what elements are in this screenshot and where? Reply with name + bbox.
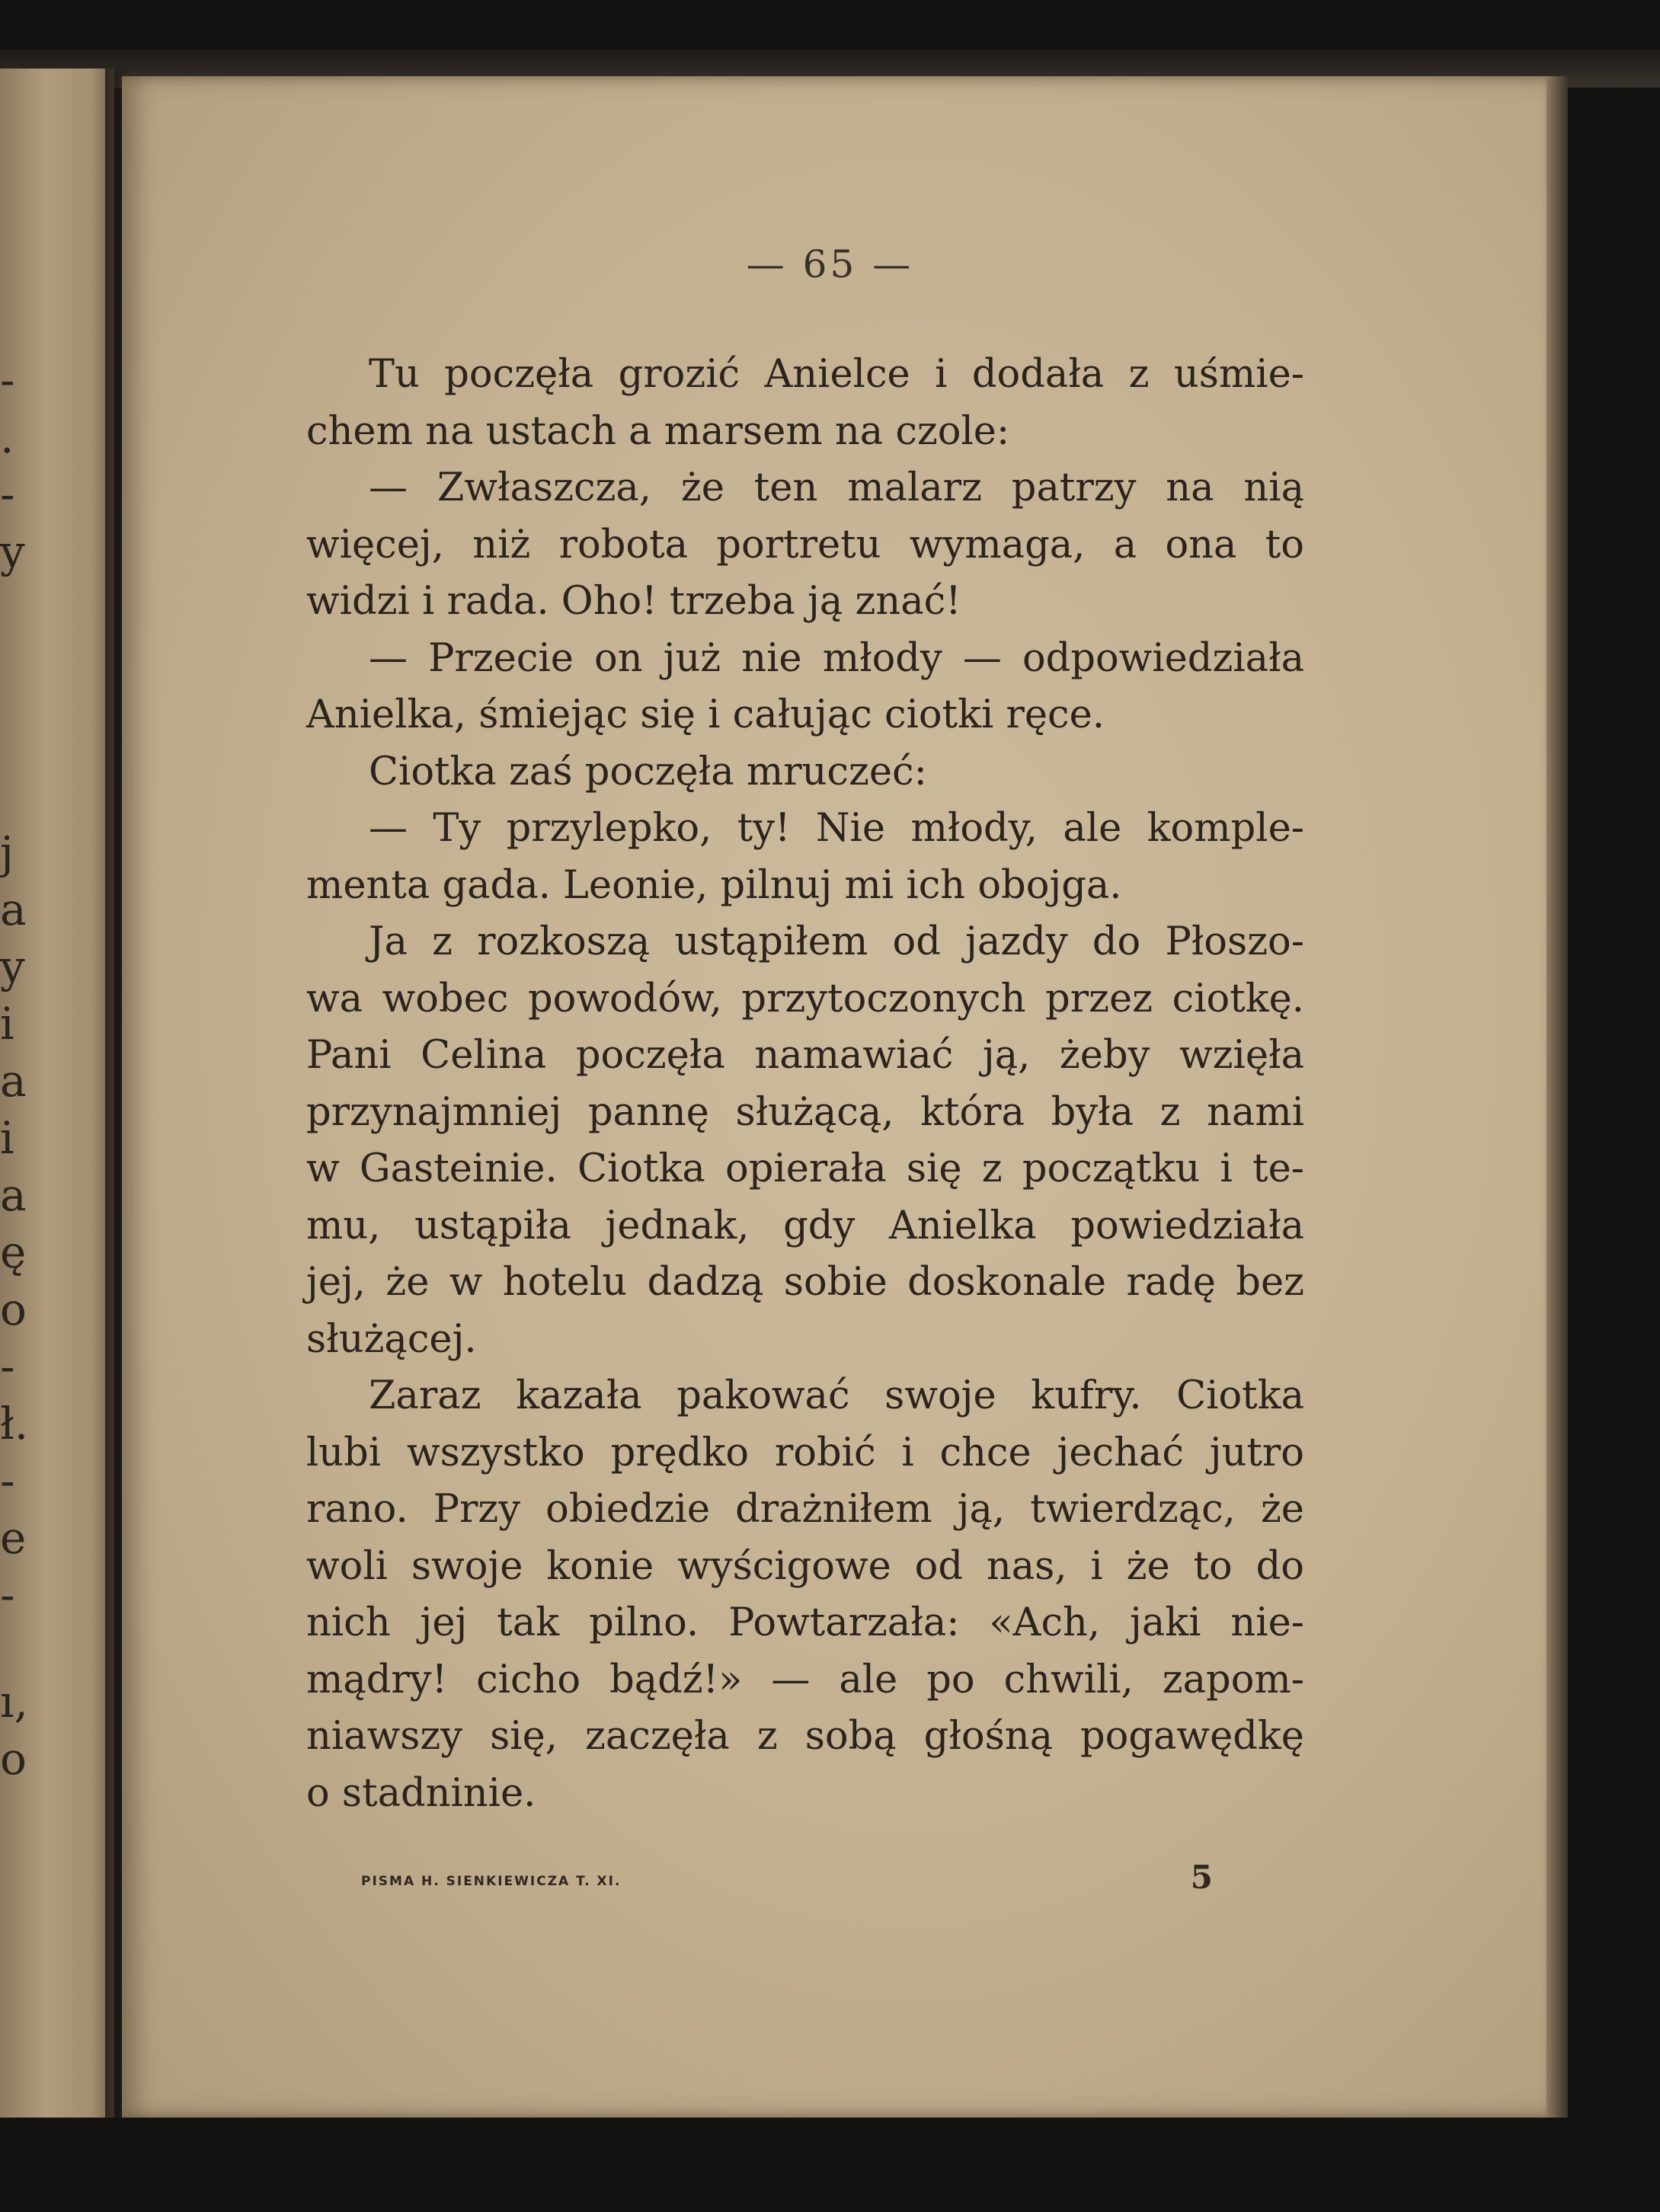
page-edge	[1546, 76, 1568, 2118]
left-line-fragment: y	[0, 941, 25, 993]
left-line-fragment: ı,	[0, 1676, 28, 1728]
left-line-fragment: -	[0, 1455, 15, 1507]
page-footer	[306, 1859, 1213, 1904]
body-text	[306, 347, 1304, 1822]
text-line: chem na ustach a marsem na czole:	[306, 408, 1010, 454]
left-line-fragment: .	[0, 411, 14, 463]
text-line: mu, ustąpiła jednak, gdy Anielka powiedziała	[306, 1203, 1304, 1248]
text-line: niawszy się, zaczęła z sobą głośną pogawędkę	[306, 1714, 1304, 1759]
left-line-fragment: j	[0, 826, 14, 878]
footer-signature: PISMA H. SIENKIEWICZA T. XI.	[361, 1874, 622, 1889]
text-line: Ja z rozkoszą ustąpiłem od jazdy do Płoszo-	[369, 919, 1304, 964]
left-line-fragment: e	[0, 1512, 27, 1564]
left-line-fragment: -	[0, 1341, 15, 1392]
text-line: Anielka, śmiejąc się i całując ciotki ręce.	[306, 692, 1105, 737]
text-line: wa wobec powodów, przytoczonych przez ciotkę.	[306, 976, 1304, 1021]
text-line: Tu poczęła grozić Anielce i dodała z uśmie-	[369, 352, 1304, 397]
left-line-fragment: i	[0, 998, 14, 1050]
left-line-fragment: ę	[0, 1226, 27, 1278]
text-line: menta gada. Leonie, pilnuj mi ich obojga.	[306, 862, 1122, 908]
text-line: woli swoje konie wyścigowe od nas, i że to do	[306, 1543, 1304, 1589]
text-line: — Zwłaszcza, że ten malarz patrzy na nią	[369, 465, 1304, 510]
left-line-fragment: a	[0, 1055, 27, 1107]
text-line: — Przecie on już nie młody — odpowiedziała	[369, 635, 1304, 681]
left-line-fragment: -	[0, 354, 15, 406]
text-line: — Ty przylepko, ty! Nie młody, ale komple-	[369, 806, 1304, 851]
text-line: rano. Przy obiedzie drażniłem ją, twierdząc, że	[306, 1487, 1304, 1532]
left-line-fragment: ł.	[0, 1398, 29, 1450]
left-line-fragment: -	[0, 468, 15, 520]
signature-number: 5	[1190, 1859, 1213, 1896]
text-line: więcej, niż robota portretu wymaga, a ona to	[306, 522, 1304, 567]
text-line: Ciotka zaś poczęła mruczeć:	[369, 749, 927, 794]
text-line: w Gasteinie. Ciotka opierała się z początku i te-	[306, 1146, 1304, 1191]
text-line: Pani Celina poczęła namawiać ją, żeby wzięła	[306, 1033, 1304, 1078]
left-line-fragment: y	[0, 526, 25, 577]
running-header-page-number: — 65 —	[746, 242, 914, 286]
left-line-fragment: -	[0, 1569, 15, 1621]
text-line: widzi i rada. Oho! trzeba ją znać!	[306, 579, 961, 624]
text-line: jej, że w hotelu dadzą sobie doskonale radę bez	[306, 1260, 1304, 1305]
text-line: Zaraz kazała pakować swoje kufry. Ciotka	[369, 1373, 1304, 1418]
left-page-fragment	[0, 69, 114, 2118]
text-line: służącej.	[306, 1316, 477, 1362]
text-line: nich jej tak pilno. Powtarzała: «Ach, jaki nie-	[306, 1600, 1304, 1645]
left-line-fragment: i	[0, 1112, 14, 1164]
text-line: przynajmniej pannę służącą, która była z nami	[306, 1089, 1304, 1135]
left-line-fragment: o	[0, 1733, 27, 1785]
text-line: o stadninie.	[306, 1770, 536, 1816]
text-line: mądry! cicho bądź!» — ale po chwili, zapom-	[306, 1657, 1304, 1702]
left-line-fragment: a	[0, 1169, 27, 1221]
text-line: lubi wszystko prędko robić i chce jechać jutro	[306, 1430, 1304, 1475]
left-line-fragment: a	[0, 884, 27, 935]
left-line-fragment: o	[0, 1283, 27, 1335]
